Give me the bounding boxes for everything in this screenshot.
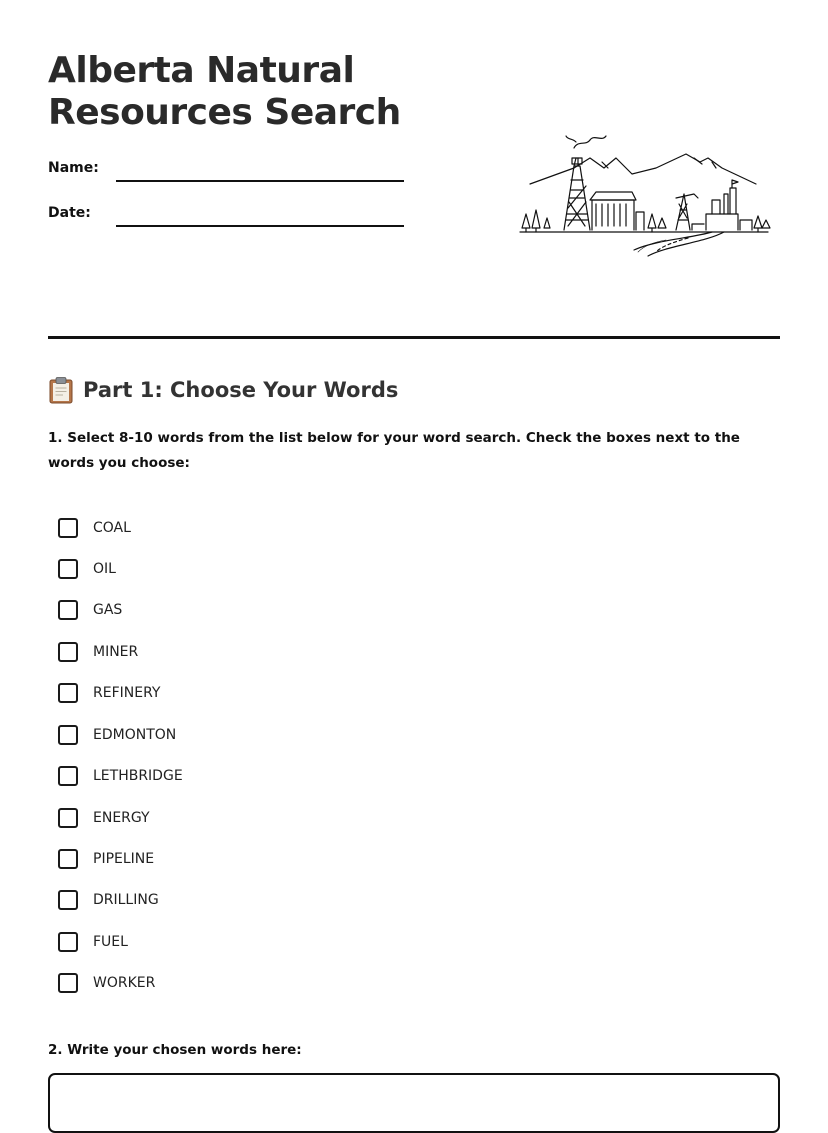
word-checkbox[interactable] bbox=[58, 890, 78, 910]
word-label: EDMONTON bbox=[93, 727, 177, 743]
word-option-gas[interactable] bbox=[58, 598, 278, 622]
word-label: OIL bbox=[93, 561, 116, 577]
part1-heading bbox=[48, 374, 398, 406]
word-label: PIPELINE bbox=[93, 851, 155, 867]
word-checkbox[interactable] bbox=[58, 683, 78, 703]
word-checkbox[interactable] bbox=[58, 808, 78, 828]
word-checkbox[interactable] bbox=[58, 600, 78, 620]
part1-instruction: 1. Select 8-10 words from the list below for your word search. Check the boxes next to the words you choose: bbox=[48, 430, 740, 471]
word-option-refinery[interactable] bbox=[58, 681, 278, 705]
name-field bbox=[48, 158, 408, 182]
name-write-line[interactable] bbox=[116, 180, 404, 182]
name-label: Name: bbox=[48, 160, 99, 176]
word-checkbox[interactable] bbox=[58, 559, 78, 579]
word-label: LETHBRIDGE bbox=[93, 768, 183, 784]
word-checkbox[interactable] bbox=[58, 725, 78, 745]
word-label: MINER bbox=[93, 644, 139, 660]
clipboard-icon bbox=[48, 376, 74, 404]
word-option-worker[interactable] bbox=[58, 971, 278, 995]
word-checkbox[interactable] bbox=[58, 518, 78, 538]
chosen-words-textarea[interactable] bbox=[48, 1073, 780, 1133]
page-title-line-1: Alberta Natural bbox=[48, 50, 355, 91]
word-checkbox[interactable] bbox=[58, 766, 78, 786]
word-option-miner[interactable] bbox=[58, 640, 278, 664]
word-option-coal[interactable] bbox=[58, 516, 278, 540]
word-label: FUEL bbox=[93, 934, 128, 950]
section-divider bbox=[48, 336, 780, 339]
part1-title: Part 1: Choose Your Words bbox=[83, 378, 399, 402]
date-field bbox=[48, 203, 408, 227]
word-checkbox[interactable] bbox=[58, 849, 78, 869]
page-title-line-2: Resources Search bbox=[48, 92, 401, 133]
worksheet-page bbox=[48, 0, 780, 1118]
write-words-label: 2. Write your chosen words here: bbox=[48, 1042, 302, 1058]
word-option-energy[interactable] bbox=[58, 806, 278, 830]
word-checkbox[interactable] bbox=[58, 642, 78, 662]
word-label: GAS bbox=[93, 602, 123, 618]
word-option-pipeline[interactable] bbox=[58, 847, 278, 871]
word-option-edmonton[interactable] bbox=[58, 723, 278, 747]
word-option-oil[interactable] bbox=[58, 557, 278, 581]
date-label: Date: bbox=[48, 205, 91, 221]
word-label: WORKER bbox=[93, 975, 156, 991]
oil-derrick-mountains-illustration bbox=[516, 128, 772, 258]
page-title bbox=[48, 50, 468, 134]
word-option-lethbridge[interactable] bbox=[58, 764, 278, 788]
word-label: REFINERY bbox=[93, 685, 161, 701]
date-write-line[interactable] bbox=[116, 225, 404, 227]
word-label: DRILLING bbox=[93, 892, 159, 908]
word-option-fuel[interactable] bbox=[58, 930, 278, 954]
word-checkbox[interactable] bbox=[58, 973, 78, 993]
word-label: ENERGY bbox=[93, 810, 150, 826]
word-label: COAL bbox=[93, 520, 131, 536]
word-checkbox[interactable] bbox=[58, 932, 78, 952]
word-option-drilling[interactable] bbox=[58, 888, 278, 912]
